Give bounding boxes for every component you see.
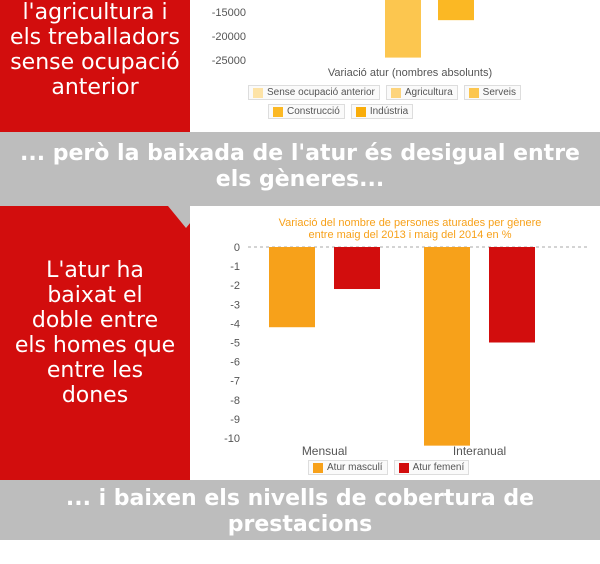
legend-swatch: [313, 463, 323, 473]
band-line: els gèneres...: [215, 167, 385, 192]
band-line: ... i baixen els nivells de cobertura de prestacions: [65, 486, 535, 537]
y-tick-label: -10: [224, 433, 240, 445]
top-side-line: l'agricultura i: [22, 0, 168, 25]
legend-label: Atur femení: [412, 462, 465, 473]
band-line: entre els que encara es troben en atur: [60, 538, 540, 563]
legend-label: Construcció: [287, 106, 340, 117]
top-side-text: [0, 0, 190, 100]
legend-label: Indústria: [369, 106, 409, 117]
y-tick-label: -9: [230, 413, 240, 426]
mid-side-line: L'atur ha: [46, 258, 144, 283]
mid-side-text: [0, 258, 190, 408]
top-side-line: els treballadors: [10, 25, 180, 50]
gender-legend: [308, 460, 469, 475]
y-tick-label: -4: [230, 318, 240, 331]
subtitle-band-1: [0, 132, 600, 206]
top-chart-panel: [190, 0, 600, 132]
gender-chart-bar: [334, 247, 380, 289]
legend-label: Atur masculí: [327, 462, 383, 473]
legend-item-masculi: [308, 460, 388, 475]
legend-swatch: [399, 463, 409, 473]
subtitle-band-2: [0, 480, 600, 563]
y-tick-label: -7: [230, 375, 240, 388]
x-axis-label: Variació atur (nombres absolunts): [327, 67, 493, 79]
y-tick-label: -25000: [211, 55, 246, 67]
top-legend: [248, 85, 538, 119]
y-tick-label: 0: [233, 242, 240, 254]
top-chart-bar: [385, 0, 421, 58]
chart-title-line: Variació del nombre de persones aturades per gènere: [278, 217, 542, 229]
legend-label: Serveis: [482, 87, 517, 98]
legend-item-serveis: [464, 85, 521, 100]
legend-label: Sense ocupació anterior: [267, 87, 375, 98]
legend-swatch: [253, 88, 263, 98]
band-line: ... però la baixada de l'atur és desigual entre: [20, 141, 580, 166]
legend-swatch: [273, 107, 283, 117]
mid-side-line: entre les: [46, 358, 144, 383]
legend-swatch: [469, 88, 479, 98]
legend-item-sense: [248, 85, 380, 100]
y-tick-label: -6: [230, 356, 240, 369]
y-tick-label: -2: [230, 280, 240, 293]
mid-side-line: baixat el: [47, 283, 143, 308]
legend-swatch: [356, 107, 366, 117]
legend-item-construccio: [268, 104, 345, 119]
x-category-label: Mensual: [301, 444, 348, 458]
y-tick-label: -3: [230, 299, 240, 312]
y-tick-label: -20000: [211, 31, 246, 43]
gender-chart: [190, 206, 600, 480]
top-side-line: sense ocupació: [10, 50, 180, 75]
mid-side-line: els homes que: [14, 333, 176, 358]
chart-title-line: entre maig del 2013 i maig del 2014 en %: [308, 229, 512, 241]
top-chart-bar: [438, 0, 474, 20]
gender-chart-bar: [489, 247, 535, 343]
mid-side-line: doble entre: [31, 308, 159, 333]
y-tick-label: -15000: [211, 7, 246, 19]
legend-label: Agricultura: [404, 87, 453, 98]
mid-side-line: dones: [61, 383, 129, 408]
x-category-label: Interanual: [452, 444, 507, 458]
y-tick-label: -5: [230, 337, 240, 350]
gender-chart-bar: [424, 247, 470, 446]
y-tick-label: -1: [230, 261, 240, 274]
top-side-line: anterior: [51, 75, 139, 100]
gender-chart-bar: [269, 247, 315, 327]
y-tick-label: -8: [230, 394, 240, 407]
legend-swatch: [391, 88, 401, 98]
legend-item-femeni: [394, 460, 470, 475]
legend-item-agricultura: [386, 85, 458, 100]
gender-chart-panel: [190, 206, 600, 480]
legend-item-industria: [351, 104, 413, 119]
